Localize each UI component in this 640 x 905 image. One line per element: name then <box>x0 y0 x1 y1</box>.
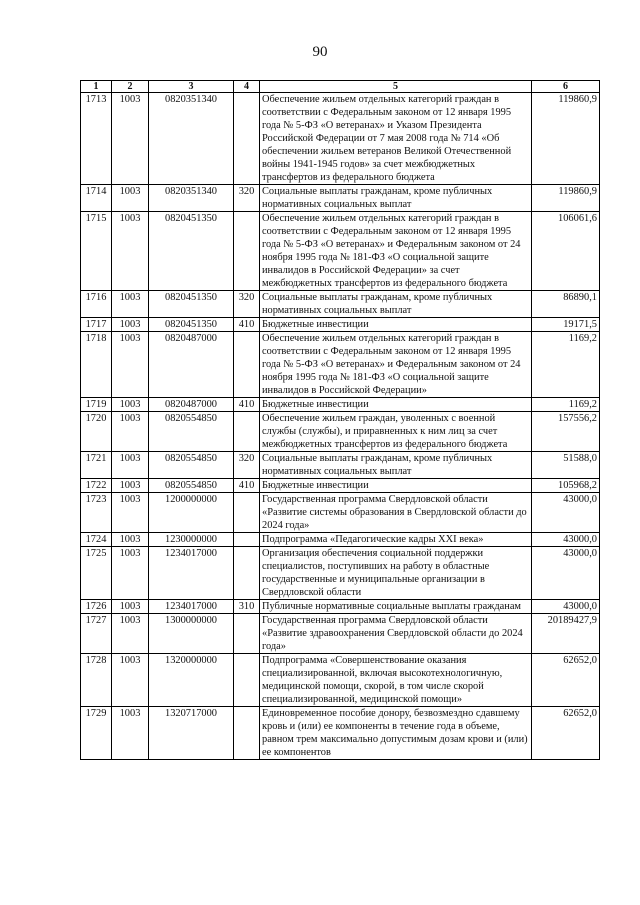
item-name: Единовременное пособие донору, безвозмездно сдавшему кровь и (или) ее компоненты в течение года в объеме, равном трем максимально допустимым дозам крови и (или) ее компонентов <box>260 707 532 760</box>
section-code: 1003 <box>112 707 149 760</box>
expense-type: 410 <box>234 318 260 332</box>
row-number: 1722 <box>81 479 112 493</box>
row-number: 1713 <box>81 93 112 185</box>
amount: 106061,6 <box>532 212 600 291</box>
row-number: 1727 <box>81 614 112 654</box>
expense-type: 320 <box>234 291 260 318</box>
expense-type: 410 <box>234 479 260 493</box>
table-body <box>81 93 600 760</box>
budget-table <box>80 80 600 760</box>
header-col-4: 4 <box>234 81 260 93</box>
section-code: 1003 <box>112 600 149 614</box>
item-name: Обеспечение жильем отдельных категорий граждан в соответствии с Федеральным законом от 12 января 1995 года № 5-ФЗ «О ветеранах» и Федеральным законом от 24 ноября 1995 года № 181-ФЗ «О социальной защите инвалидов в Российской Федерации» за счет межбюджетных трансфертов из федерального бюджета <box>260 212 532 291</box>
table-row <box>81 291 600 318</box>
amount: 105968,2 <box>532 479 600 493</box>
header-col-1: 1 <box>81 81 112 93</box>
amount: 43000,0 <box>532 533 600 547</box>
table-row <box>81 547 600 600</box>
target-code: 1320000000 <box>149 654 234 707</box>
target-code: 0820554850 <box>149 479 234 493</box>
item-name: Социальные выплаты гражданам, кроме публичных нормативных социальных выплат <box>260 185 532 212</box>
target-code: 1200000000 <box>149 493 234 533</box>
item-name: Бюджетные инвестиции <box>260 479 532 493</box>
header-col-2: 2 <box>112 81 149 93</box>
section-code: 1003 <box>112 654 149 707</box>
item-name: Обеспечение жильем отдельных категорий граждан в соответствии с Федеральным законом от 12 января 1995 года № 5-ФЗ «О ветеранах» и Федеральным законом от 24 ноября 1995 года № 181-ФЗ «О социальной защите инвалидов в Российской Федерации» <box>260 332 532 398</box>
section-code: 1003 <box>112 479 149 493</box>
expense-type <box>234 412 260 452</box>
amount: 19171,5 <box>532 318 600 332</box>
item-name: Обеспечение жильем отдельных категорий граждан в соответствии с Федеральным законом от 12 января 1995 года № 5-ФЗ «О ветеранах» и Указом Президента Российской Федерации от 7 мая 2008 года № 714 «Об обеспечении жильем ветеранов Великой Отечественной войны 1941-1945 годов» за счет межбюджетных трансфертов из федерального бюджета <box>260 93 532 185</box>
target-code: 0820554850 <box>149 452 234 479</box>
target-code: 1300000000 <box>149 614 234 654</box>
target-code: 0820554850 <box>149 412 234 452</box>
amount: 157556,2 <box>532 412 600 452</box>
table-row <box>81 412 600 452</box>
item-name: Бюджетные инвестиции <box>260 318 532 332</box>
table-row <box>81 479 600 493</box>
header-col-3: 3 <box>149 81 234 93</box>
row-number: 1716 <box>81 291 112 318</box>
section-code: 1003 <box>112 318 149 332</box>
item-name: Социальные выплаты гражданам, кроме публичных нормативных социальных выплат <box>260 291 532 318</box>
table-row <box>81 398 600 412</box>
amount: 1169,2 <box>532 398 600 412</box>
row-number: 1725 <box>81 547 112 600</box>
item-name: Подпрограмма «Совершенствование оказания специализированной, включая высокотехнологичную, медицинской помощи, скорой, в том числе скорой специализированной, медицинской помощи» <box>260 654 532 707</box>
table-row <box>81 332 600 398</box>
section-code: 1003 <box>112 533 149 547</box>
table-row <box>81 318 600 332</box>
section-code: 1003 <box>112 185 149 212</box>
amount: 119860,9 <box>532 93 600 185</box>
expense-type <box>234 654 260 707</box>
header-col-5: 5 <box>260 81 532 93</box>
row-number: 1720 <box>81 412 112 452</box>
table-row <box>81 707 600 760</box>
item-name: Социальные выплаты гражданам, кроме публичных нормативных социальных выплат <box>260 452 532 479</box>
section-code: 1003 <box>112 614 149 654</box>
table-row <box>81 212 600 291</box>
section-code: 1003 <box>112 493 149 533</box>
row-number: 1719 <box>81 398 112 412</box>
section-code: 1003 <box>112 452 149 479</box>
expense-type <box>234 547 260 600</box>
table-row <box>81 185 600 212</box>
expense-type <box>234 212 260 291</box>
amount: 43000,0 <box>532 600 600 614</box>
item-name: Организация обеспечения социальной поддержки специалистов, поступивших на работу в областные государственные и муниципальные организации в Свердловской области <box>260 547 532 600</box>
table-row <box>81 533 600 547</box>
expense-type <box>234 493 260 533</box>
target-code: 0820487000 <box>149 398 234 412</box>
amount: 43000,0 <box>532 547 600 600</box>
target-code: 1234017000 <box>149 600 234 614</box>
target-code: 1234017000 <box>149 547 234 600</box>
table-row <box>81 493 600 533</box>
target-code: 0820451350 <box>149 291 234 318</box>
target-code: 0820487000 <box>149 332 234 398</box>
target-code: 0820351340 <box>149 185 234 212</box>
amount: 1169,2 <box>532 332 600 398</box>
amount: 20189427,9 <box>532 614 600 654</box>
section-code: 1003 <box>112 212 149 291</box>
table-row <box>81 614 600 654</box>
target-code: 0820451350 <box>149 212 234 291</box>
table-row <box>81 452 600 479</box>
item-name: Государственная программа Свердловской области «Развитие здравоохранения Свердловской области до 2024 года» <box>260 614 532 654</box>
item-name: Подпрограмма «Педагогические кадры XXI века» <box>260 533 532 547</box>
target-code: 0820451350 <box>149 318 234 332</box>
amount: 86890,1 <box>532 291 600 318</box>
row-number: 1723 <box>81 493 112 533</box>
item-name: Обеспечение жильем граждан, уволенных с военной службы (службы), и приравненных к ним лиц за счет межбюджетных трансфертов из федерального бюджета <box>260 412 532 452</box>
expense-type <box>234 614 260 654</box>
section-code: 1003 <box>112 291 149 318</box>
expense-type: 410 <box>234 398 260 412</box>
expense-type: 310 <box>234 600 260 614</box>
expense-type <box>234 533 260 547</box>
section-code: 1003 <box>112 93 149 185</box>
expense-type <box>234 93 260 185</box>
row-number: 1724 <box>81 533 112 547</box>
header-col-6: 6 <box>532 81 600 93</box>
target-code: 1320717000 <box>149 707 234 760</box>
section-code: 1003 <box>112 332 149 398</box>
target-code: 1230000000 <box>149 533 234 547</box>
row-number: 1721 <box>81 452 112 479</box>
table-row <box>81 654 600 707</box>
row-number: 1726 <box>81 600 112 614</box>
section-code: 1003 <box>112 398 149 412</box>
row-number: 1718 <box>81 332 112 398</box>
row-number: 1714 <box>81 185 112 212</box>
row-number: 1728 <box>81 654 112 707</box>
row-number: 1729 <box>81 707 112 760</box>
amount: 119860,9 <box>532 185 600 212</box>
amount: 62652,0 <box>532 654 600 707</box>
table-header <box>81 81 600 93</box>
page-number: 90 <box>312 44 328 60</box>
item-name: Государственная программа Свердловской области «Развитие системы образования в Свердловской области до 2024 года» <box>260 493 532 533</box>
table-row <box>81 600 600 614</box>
row-number: 1717 <box>81 318 112 332</box>
header-row <box>81 81 600 93</box>
amount: 62652,0 <box>532 707 600 760</box>
expense-type <box>234 332 260 398</box>
expense-type <box>234 707 260 760</box>
target-code: 0820351340 <box>149 93 234 185</box>
amount: 43000,0 <box>532 493 600 533</box>
item-name: Публичные нормативные социальные выплаты гражданам <box>260 600 532 614</box>
item-name: Бюджетные инвестиции <box>260 398 532 412</box>
expense-type: 320 <box>234 185 260 212</box>
row-number: 1715 <box>81 212 112 291</box>
section-code: 1003 <box>112 412 149 452</box>
table-row <box>81 93 600 185</box>
section-code: 1003 <box>112 547 149 600</box>
amount: 51588,0 <box>532 452 600 479</box>
expense-type: 320 <box>234 452 260 479</box>
